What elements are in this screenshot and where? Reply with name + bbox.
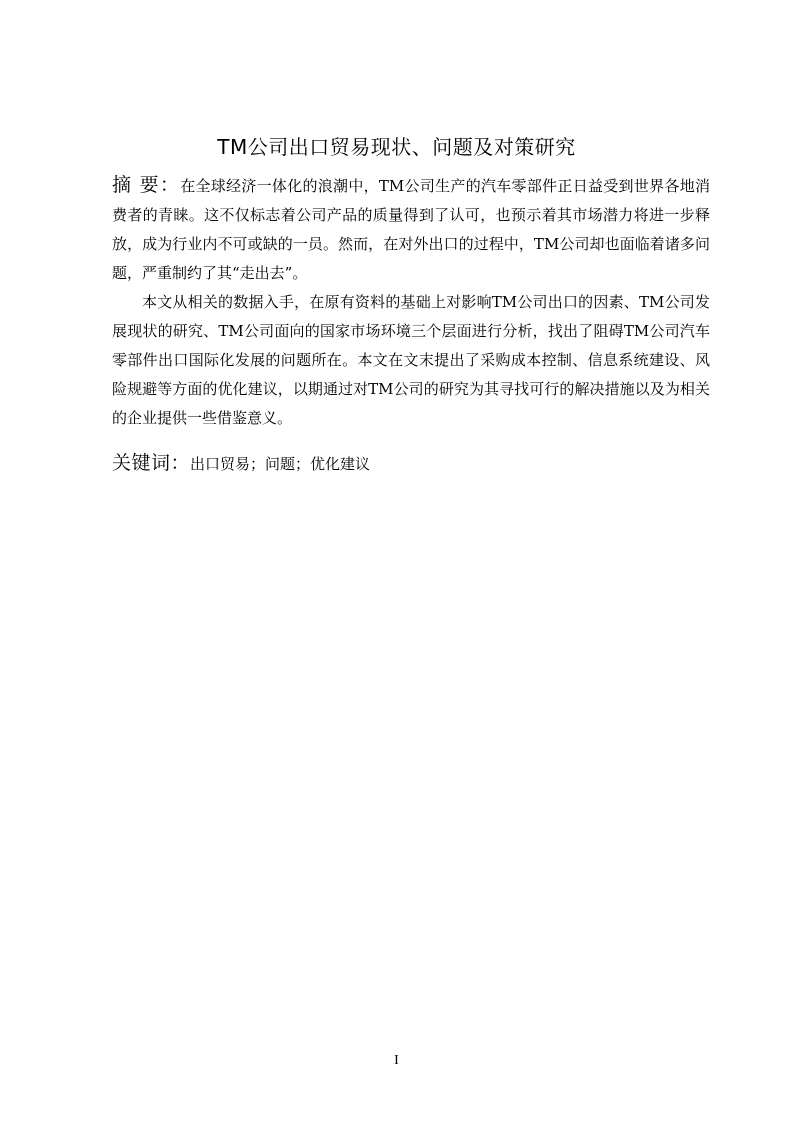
abstract-paragraph-1 bbox=[112, 171, 710, 288]
keywords-label: 关键词： bbox=[112, 452, 191, 474]
abstract-section bbox=[112, 171, 710, 433]
abstract-label: 摘 要： bbox=[112, 174, 181, 196]
abstract-text-1: 在全球经济一体化的浪潮中，TM公司生产的汽车零部件正日益受到世界各地消费者的青睐。这不仅标志着公司产品的质量得到了认可，也预示着其市场潜力将进一步释放，成为行业内不可或缺的一员。然而，在对外出口的过程中，TM公司却也面临着诸多问题，严重制约了其“走出去”。 bbox=[112, 177, 710, 282]
keywords-text: 出口贸易；问题；优化建议 bbox=[190, 455, 371, 473]
abstract-paragraph-2: 本文从相关的数据入手，在原有资料的基础上对影响TM公司出口的因素、TM公司发展现状的研究、TM公司面向的国家市场环境三个层面进行分析，找出了阻碍TM公司汽车零部件出口国际化发展的问题所在。本文在文末提出了采购成本控制、信息系统建设、风险规避等方面的优化建议，以期通过对TM公司的研究为其寻找可行的解决措施以及为相关的企业提供一些借鉴意义。 bbox=[112, 293, 710, 427]
page-number: I bbox=[394, 1053, 399, 1068]
paper-title: TM公司出口贸易现状、问题及对策研究 bbox=[217, 135, 576, 159]
keywords-section bbox=[112, 448, 710, 479]
